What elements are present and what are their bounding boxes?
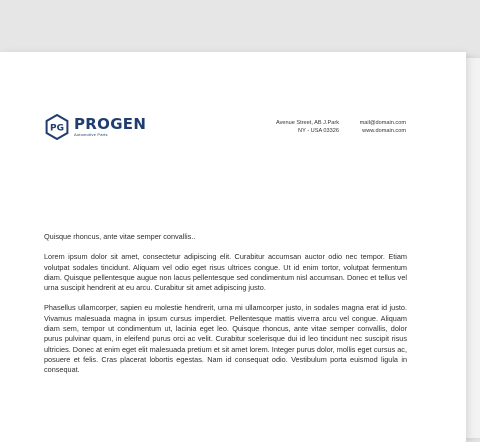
address-line-1: Avenue Street, AB J.Park	[275, 120, 339, 126]
progen-hexagon-logo-icon	[44, 114, 70, 140]
letter-salutation: Quisque rhoncus, ante vitae semper convallis..	[44, 232, 196, 241]
company-name: PROGEN	[74, 115, 147, 133]
letterhead-page	[0, 52, 466, 442]
contact-online	[350, 119, 406, 135]
contact-address	[259, 119, 339, 135]
company-logo	[44, 114, 146, 140]
contact-website: www.domain.com	[362, 128, 406, 134]
letter-paragraph-1: Lorem ipsum dolor sit amet, consectetur adipiscing elit. Curabitur accumsan auctor odio nec tempor. Etiam volutpat sodales tincidunt. Aliquam vel odio eget risus ultrices congue. Ut id enim tortor, volutpat fermentum diam. Quisque pellentesque augue non lacus pellentesque sed condimentum nisl accumsan. Donec et tellus vel urna suscipit hendrerit at eu arcu. Curabitur sit amet adipiscing justo.	[44, 252, 407, 293]
letter-body	[44, 232, 407, 386]
contact-email: mail@domain.com	[359, 120, 406, 126]
company-tagline: Automotive Parts	[74, 132, 108, 137]
address-line-2: NY - USA 03326	[298, 128, 339, 134]
logo-monogram: PG	[50, 123, 64, 134]
letter-paragraph-2: Phasellus ullamcorper, sapien eu molestie hendrerit, urna mi ullamcorper justo, in sodales magna erat id justo. Vivamus malesuada magna in ipsum cursus imperdiet. Pellentesque mattis viverra arcu vel congue. Aliquam diam sem, tempor ut condimentum ut, lacinia eget leo. Quisque rhoncus, ante vitae semper convallis, dolor purus pulvinar quam, in eleifend purus orci ac velit. Curabitur scelerisque dui id leo tincidunt nec suscipit risus ultricies. Donec at enim eget elit malesuada pretium et sit amet lorem. Integer purus dolor, mollis eget cursus ac, posuere et felis. Cras placerat lobortis egestas. Nam id consequat odio. Vestibulum porta euismod ligula in consequat.	[44, 303, 407, 375]
logo-wordmark	[74, 117, 146, 137]
